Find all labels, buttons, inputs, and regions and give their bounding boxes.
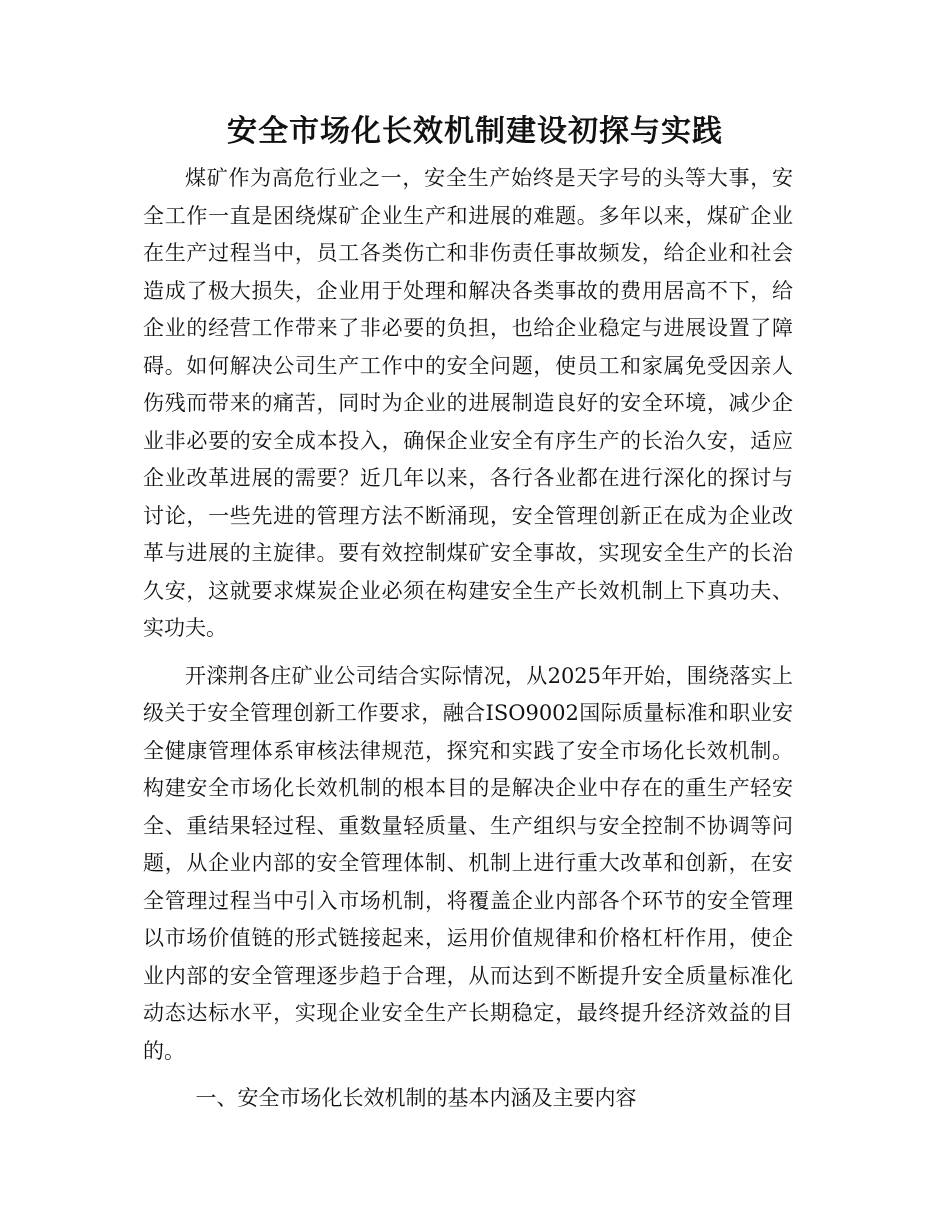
document-body bbox=[143, 160, 793, 1118]
section-heading: 一、安全市场化长效机制的基本内涵及主要内容 bbox=[195, 1086, 637, 1110]
document-title: 安全市场化长效机制建设初探与实践 bbox=[227, 114, 723, 149]
paragraph-intro: 煤矿作为高危行业之一，安全生产始终是天字号的头等大事，安全工作一直是困绕煤矿企业生产和进展的难题。多年以来，煤矿企业在生产过程当中，员工各类伤亡和非伤责任事故频发，给企业和社会造成了极大损失，企业用于处理和解决各类事故的费用居高不下，给企业的经营工作带来了非必要的负担，也给企业稳定与进展设置了障碍。如何解决公司生产工作中的安全问题，使员工和家属免受因亲人伤残而带来的痛苦，同时为企业的进展制造良好的安全环境，减少企业非必要的安全成本投入，确保企业安全有序生产的长治久安，适应企业改革进展的需要？近几年以来，各行各业都在进行深化的探讨与讨论，一些先进的管理方法不断涌现，安全管理创新正在成为企业改革与进展的主旋律。要有效控制煤矿安全事故，实现安全生产的长治久安，这就要求煤炭企业必须在构建安全生产长效机制上下真功夫、实功夫。 bbox=[143, 166, 793, 640]
paragraph-company-practice: 开滦荆各庄矿业公司结合实际情况，从2025年开始，围绕落实上级关于安全管理创新工作要求，融合ISO9002国际质量标准和职业安全健康管理体系审核法律规范，探究和实践了安全市场化长效机制。构建安全市场化长效机制的根本目的是解决企业中存在的重生产轻安全、重结果轻过程、重数量轻质量、生产组织与安全控制不协调等问题，从企业内部的安全管理体制、机制上进行重大改革和创新，在安全管理过程当中引入市场机制，将覆盖企业内部各个环节的安全管理以市场价值链的形式链接起来，运用价值规律和价格杠杆作用，使企业内部的安全管理逐步趋于合理，从而达到不断提升安全质量标准化动态达标水平，实现企业安全生产长期稳定，最终提升经济效益的目的。 bbox=[143, 663, 793, 1063]
